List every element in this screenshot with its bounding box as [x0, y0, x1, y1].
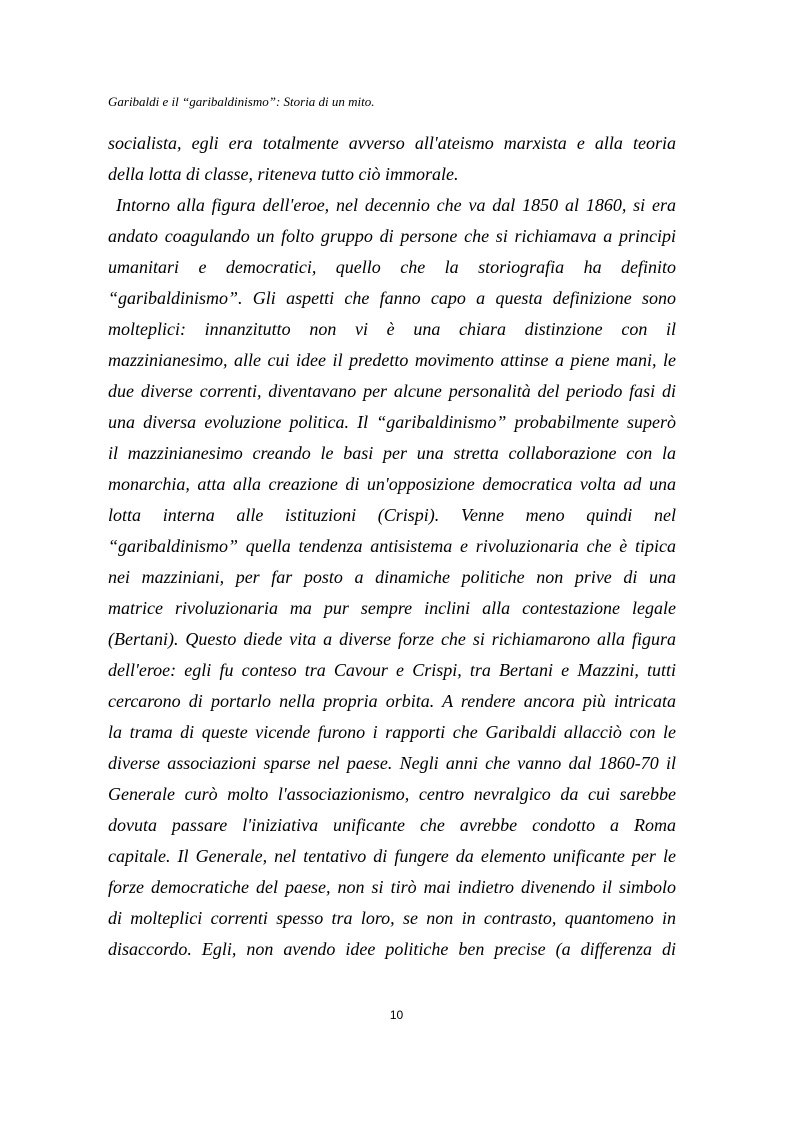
text-line: di molteplici correnti spesso tra loro, se non in contrasto, quantomeno in — [108, 908, 676, 928]
text-line: disaccordo. Egli, non avendo idee politiche ben precise (a differenza di — [108, 939, 676, 959]
text-line: lotta interna alle istituzioni (Crispi). Venne meno quindi nel — [108, 505, 676, 525]
text-line: “garibaldinismo”. Gli aspetti che fanno capo a questa definizione sono — [108, 288, 676, 308]
text-line: Intorno alla figura dell'eroe, nel decennio che va dal 1850 al 1860, si era — [116, 195, 676, 215]
text-line: Generale curò molto l'associazionismo, centro nevralgico da cui sarebbe — [108, 784, 676, 804]
text-line: dovuta passare l'iniziativa unificante che avrebbe condotto a Roma — [108, 815, 676, 835]
text-line: mazzinianesimo, alle cui idee il predetto movimento attinse a piene mani, le — [108, 350, 676, 370]
text-line: molteplici: innanzitutto non vi è una chiara distinzione con il — [108, 319, 676, 339]
body-text — [108, 128, 676, 965]
text-line: dell'eroe: egli fu conteso tra Cavour e Crispi, tra Bertani e Mazzini, tutti — [108, 660, 676, 680]
text-line: forze democratiche del paese, non si tirò mai indietro divenendo il simbolo — [108, 877, 676, 897]
text-line: umanitari e democratici, quello che la storiografia ha definito — [108, 257, 676, 277]
text-line: nei mazziniani, per far posto a dinamiche politiche non prive di una — [108, 567, 676, 587]
text-line: socialista, egli era totalmente avverso all'ateismo marxista e alla teoria — [108, 133, 676, 153]
text-line: cercarono di portarlo nella propria orbita. A rendere ancora più intricata — [108, 691, 676, 711]
text-line: (Bertani). Questo diede vita a diverse forze che si richiamarono alla figura — [108, 629, 676, 649]
text-line: una diversa evoluzione politica. Il “garibaldinismo” probabilmente superò — [108, 412, 676, 432]
text-line: la trama di queste vicende furono i rapporti che Garibaldi allacciò con le — [108, 722, 676, 742]
text-line: monarchia, atta alla creazione di un'opposizione democratica volta ad una — [108, 474, 676, 494]
page-number: 10 — [389, 1008, 404, 1022]
text-line: diverse associazioni sparse nel paese. Negli anni che vanno dal 1860-70 il — [108, 753, 676, 773]
text-line: matrice rivoluzionaria ma pur sempre inclini alla contestazione legale — [108, 598, 676, 618]
text-line: il mazzinianesimo creando le basi per una stretta collaborazione con la — [108, 443, 676, 463]
text-line: della lotta di classe, riteneva tutto ciò immorale. — [108, 164, 459, 184]
text-line: due diverse correnti, diventavano per alcune personalità del periodo fasi di — [108, 381, 676, 401]
text-line: “garibaldinismo” quella tendenza antisistema e rivoluzionaria che è tipica — [108, 536, 676, 556]
text-line: capitale. Il Generale, nel tentativo di fungere da elemento unificante per le — [108, 846, 676, 866]
running-header: Garibaldi e il “garibaldinismo”: Storia di un mito. — [108, 94, 375, 109]
text-line: andato coagulando un folto gruppo di persone che si richiamava a principi — [108, 226, 676, 246]
